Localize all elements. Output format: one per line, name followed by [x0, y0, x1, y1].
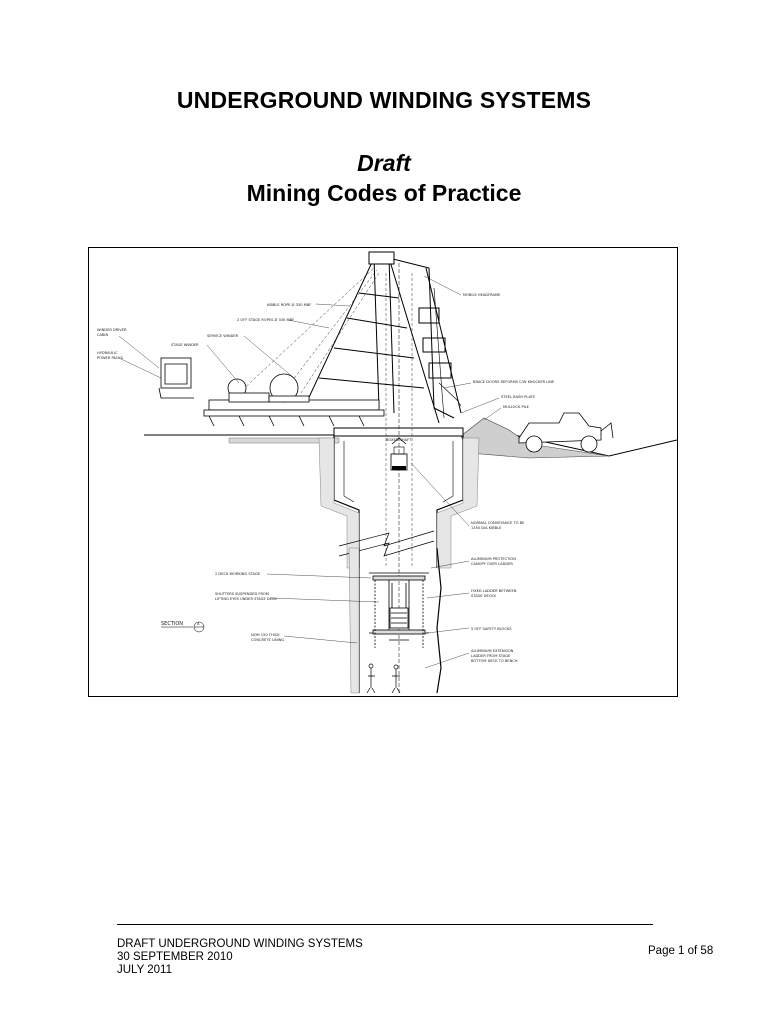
label-section: SECTION — [161, 621, 184, 627]
label-mobile-headframe: MOBILE HEADFRAME — [463, 293, 501, 297]
label-stage-ropes: 2 OFF STAGE ROPES Ø 330 MBF — [237, 318, 295, 322]
label-boxed-shaft: BOXED SHAFT — [386, 438, 412, 442]
label-deck-working-stage: 2 DECK WORKING STAGE — [215, 572, 261, 576]
label-winder-driver-cabin-2: CABIN — [97, 333, 109, 337]
label-fixed-ladder-1: FIXED LADDER BETWEEN — [471, 589, 517, 593]
label-concrete-lining-1: NOM 150 THICK — [251, 633, 280, 637]
label-service-winder: SERVICE WINDER — [207, 334, 239, 338]
label-safety-blocks: 5 OFF SAFETY BLOCKS — [471, 627, 512, 631]
label-normal-conveyance-2: 1350 DIA KIBBLE — [471, 526, 502, 530]
footer-info — [117, 938, 363, 977]
document-subtitle: Mining Codes of Practice — [246, 180, 522, 206]
label-brace-doors: BRACE DOORS REFORMS C/W KNOCKER LINE — [473, 380, 555, 384]
label-section-letter: A — [197, 622, 200, 626]
footer-date-1: 30 SEPTEMBER 2010 — [117, 951, 233, 963]
label-aluminium-protection-2: CANOPY OVER LADDER — [471, 562, 513, 566]
label-kibble-rope: KIBBLE ROPE Ø 330 MBF — [267, 303, 312, 307]
label-aluminium-extension-3: BOTTOM DECK TO BENCH — [471, 659, 518, 663]
footer-date-2: JULY 2011 — [117, 964, 172, 976]
document-status: Draft — [357, 150, 411, 176]
shaft-sinking-diagram — [88, 247, 678, 697]
label-aluminium-protection-1: ALUMINIUM PROTECTION — [471, 557, 516, 561]
label-stage-winder: STAGE WINDER — [171, 343, 199, 347]
label-fixed-ladder-2: STAGE DECKS — [471, 594, 496, 598]
headframe — [304, 252, 461, 423]
label-normal-conveyance-1: NORMAL CONVEYANCE TO BE — [471, 521, 525, 525]
page-number: Page 1 of 58 — [648, 945, 714, 957]
label-aluminium-extension-2: LADDER FROM STAGE — [471, 654, 511, 658]
footer-rule — [117, 924, 653, 925]
label-winder-driver-cabin-1: WINDER DRIVER — [97, 328, 127, 332]
label-hydraulic-2: POWER PACKS — [97, 356, 123, 360]
footer-document-title: DRAFT UNDERGROUND WINDING SYSTEMS — [117, 938, 363, 950]
shaft-collar-inner — [344, 441, 453, 502]
surface-equipment — [159, 358, 384, 426]
document-title: UNDERGROUND WINDING SYSTEMS — [176, 87, 592, 113]
label-hydraulic-1: HYDRAULIC — [97, 351, 118, 355]
kibble — [391, 438, 407, 470]
label-aluminium-extension-1: ALUMINIUM EXTENSION — [471, 649, 514, 653]
label-mullock-pile: MULLOCK PILE — [503, 405, 529, 409]
collar-slab — [334, 428, 463, 436]
label-concrete-lining-2: CONCRETE LINING — [251, 638, 285, 642]
rope-lines — [239, 268, 379, 398]
workers — [367, 664, 400, 693]
label-shutters-2: LIFTING EYES UNDER STAGE DECK — [215, 597, 277, 601]
leader-lines — [119, 276, 501, 668]
label-steel-bash-plate: STEEL BASH PLATE — [501, 395, 536, 399]
label-shutters-1: SHUTTERS SUSPENDED FROM — [215, 592, 269, 596]
